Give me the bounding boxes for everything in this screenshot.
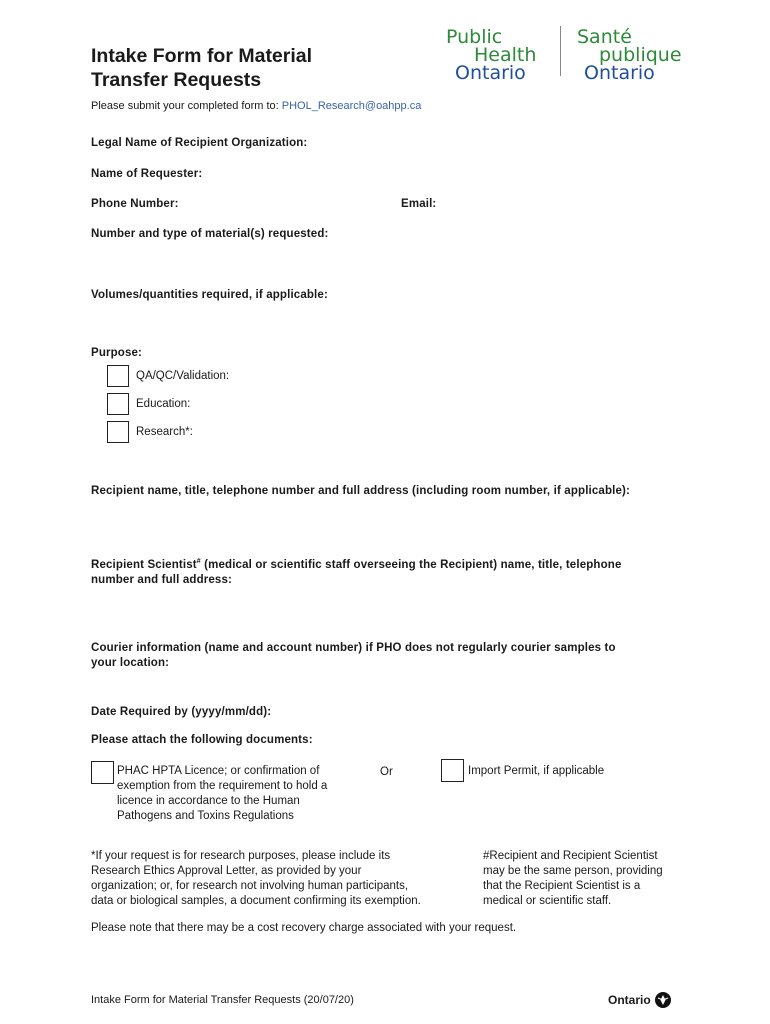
logo-ontario-en: Ontario <box>455 62 526 84</box>
submit-email-link[interactable]: PHOL_Research@oahpp.ca <box>281 100 422 112</box>
scientist-note-line-2: may be the same person, providing <box>483 865 663 877</box>
cost-recovery-note: Please note that there may be a cost recovery charge associated with your request. <box>91 922 517 934</box>
purpose-label: Purpose: <box>91 347 143 359</box>
courier-line-2: your location: <box>91 657 170 669</box>
footer-form-name: Intake Form for Material Transfer Requests (20/07/20) <box>91 994 354 1006</box>
research-note-line-3: organization; or, for research not involving human participants, <box>91 880 409 892</box>
logo-health: Health <box>474 44 537 66</box>
requester-label: Name of Requester: <box>91 168 203 180</box>
pho-logo-french <box>577 28 682 82</box>
import-permit-text: Import Permit, if applicable <box>468 765 605 777</box>
courier-line-1: Courier information (name and account number) if PHO does not regularly courier samples to <box>91 642 616 654</box>
submit-instructions <box>91 100 421 112</box>
recipient-scientist-label <box>91 554 622 588</box>
scientist-note-line-1: #Recipient and Recipient Scientist <box>483 850 658 862</box>
qa-option-label: QA/QC/Validation: <box>136 370 230 382</box>
research-note-line-1: *If your request is for research purposes, please include its <box>91 850 391 862</box>
phone-label: Phone Number: <box>91 198 179 210</box>
scientist-label-b: (medical or scientific staff overseeing the Recipient) name, title, telephone <box>200 558 622 571</box>
title-line-1: Intake Form for Material <box>91 45 313 67</box>
volumes-label: Volumes/quantities required, if applicable: <box>91 289 328 301</box>
research-option-label: Research*: <box>136 426 193 438</box>
submit-text: Please submit your completed form to: <box>91 100 282 112</box>
import-permit-checkbox[interactable] <box>441 759 464 782</box>
courier-label <box>91 641 616 671</box>
logo-divider <box>560 26 561 76</box>
logo-ontario-fr: Ontario <box>584 62 655 84</box>
email-label: Email: <box>401 198 437 210</box>
attach-label: Please attach the following documents: <box>91 734 313 746</box>
phac-licence-text <box>117 764 327 824</box>
scientist-note-line-3: that the Recipient Scientist is a <box>483 880 641 892</box>
scientist-label-line2: number and full address: <box>91 573 232 586</box>
education-checkbox[interactable] <box>107 393 129 415</box>
ontario-trillium-icon <box>655 992 671 1008</box>
pho-logo-english <box>446 28 536 82</box>
research-checkbox[interactable] <box>107 421 129 443</box>
or-separator: Or <box>380 766 393 778</box>
date-required-label: Date Required by (yyyy/mm/dd): <box>91 706 272 718</box>
phac-line-1: PHAC HPTA Licence; or confirmation of <box>117 765 320 777</box>
phac-line-3: licence in accordance to the Human <box>117 795 300 807</box>
scientist-note-line-4: medical or scientific staff. <box>483 895 612 907</box>
form-title <box>91 44 312 92</box>
material-label: Number and type of material(s) requested: <box>91 228 329 240</box>
scientist-superscript: # <box>196 558 201 565</box>
phac-licence-checkbox[interactable] <box>91 761 114 784</box>
scientist-note <box>483 849 663 909</box>
recipient-label: Recipient name, title, telephone number and full address (including room number, if applicable): <box>91 485 630 497</box>
qa-checkbox[interactable] <box>107 365 129 387</box>
logo-sante: Santé <box>577 26 632 48</box>
phac-line-4: Pathogens and Toxins Regulations <box>117 810 294 822</box>
logo-publique: publique <box>599 44 682 66</box>
title-line-2: Transfer Requests <box>91 69 262 91</box>
ontario-wordmark: Ontario <box>608 993 651 1007</box>
research-note <box>91 849 421 909</box>
research-note-line-4: data or biological samples, a document confirming its exemption. <box>91 895 421 907</box>
logo-public: Public <box>446 26 503 48</box>
phac-line-2: exemption from the requirement to hold a <box>117 780 328 792</box>
scientist-label-a: Recipient Scientist <box>91 558 197 571</box>
education-option-label: Education: <box>136 398 191 410</box>
legal-name-label: Legal Name of Recipient Organization: <box>91 137 308 149</box>
research-note-line-2: Research Ethics Approval Letter, as provided by your <box>91 865 362 877</box>
